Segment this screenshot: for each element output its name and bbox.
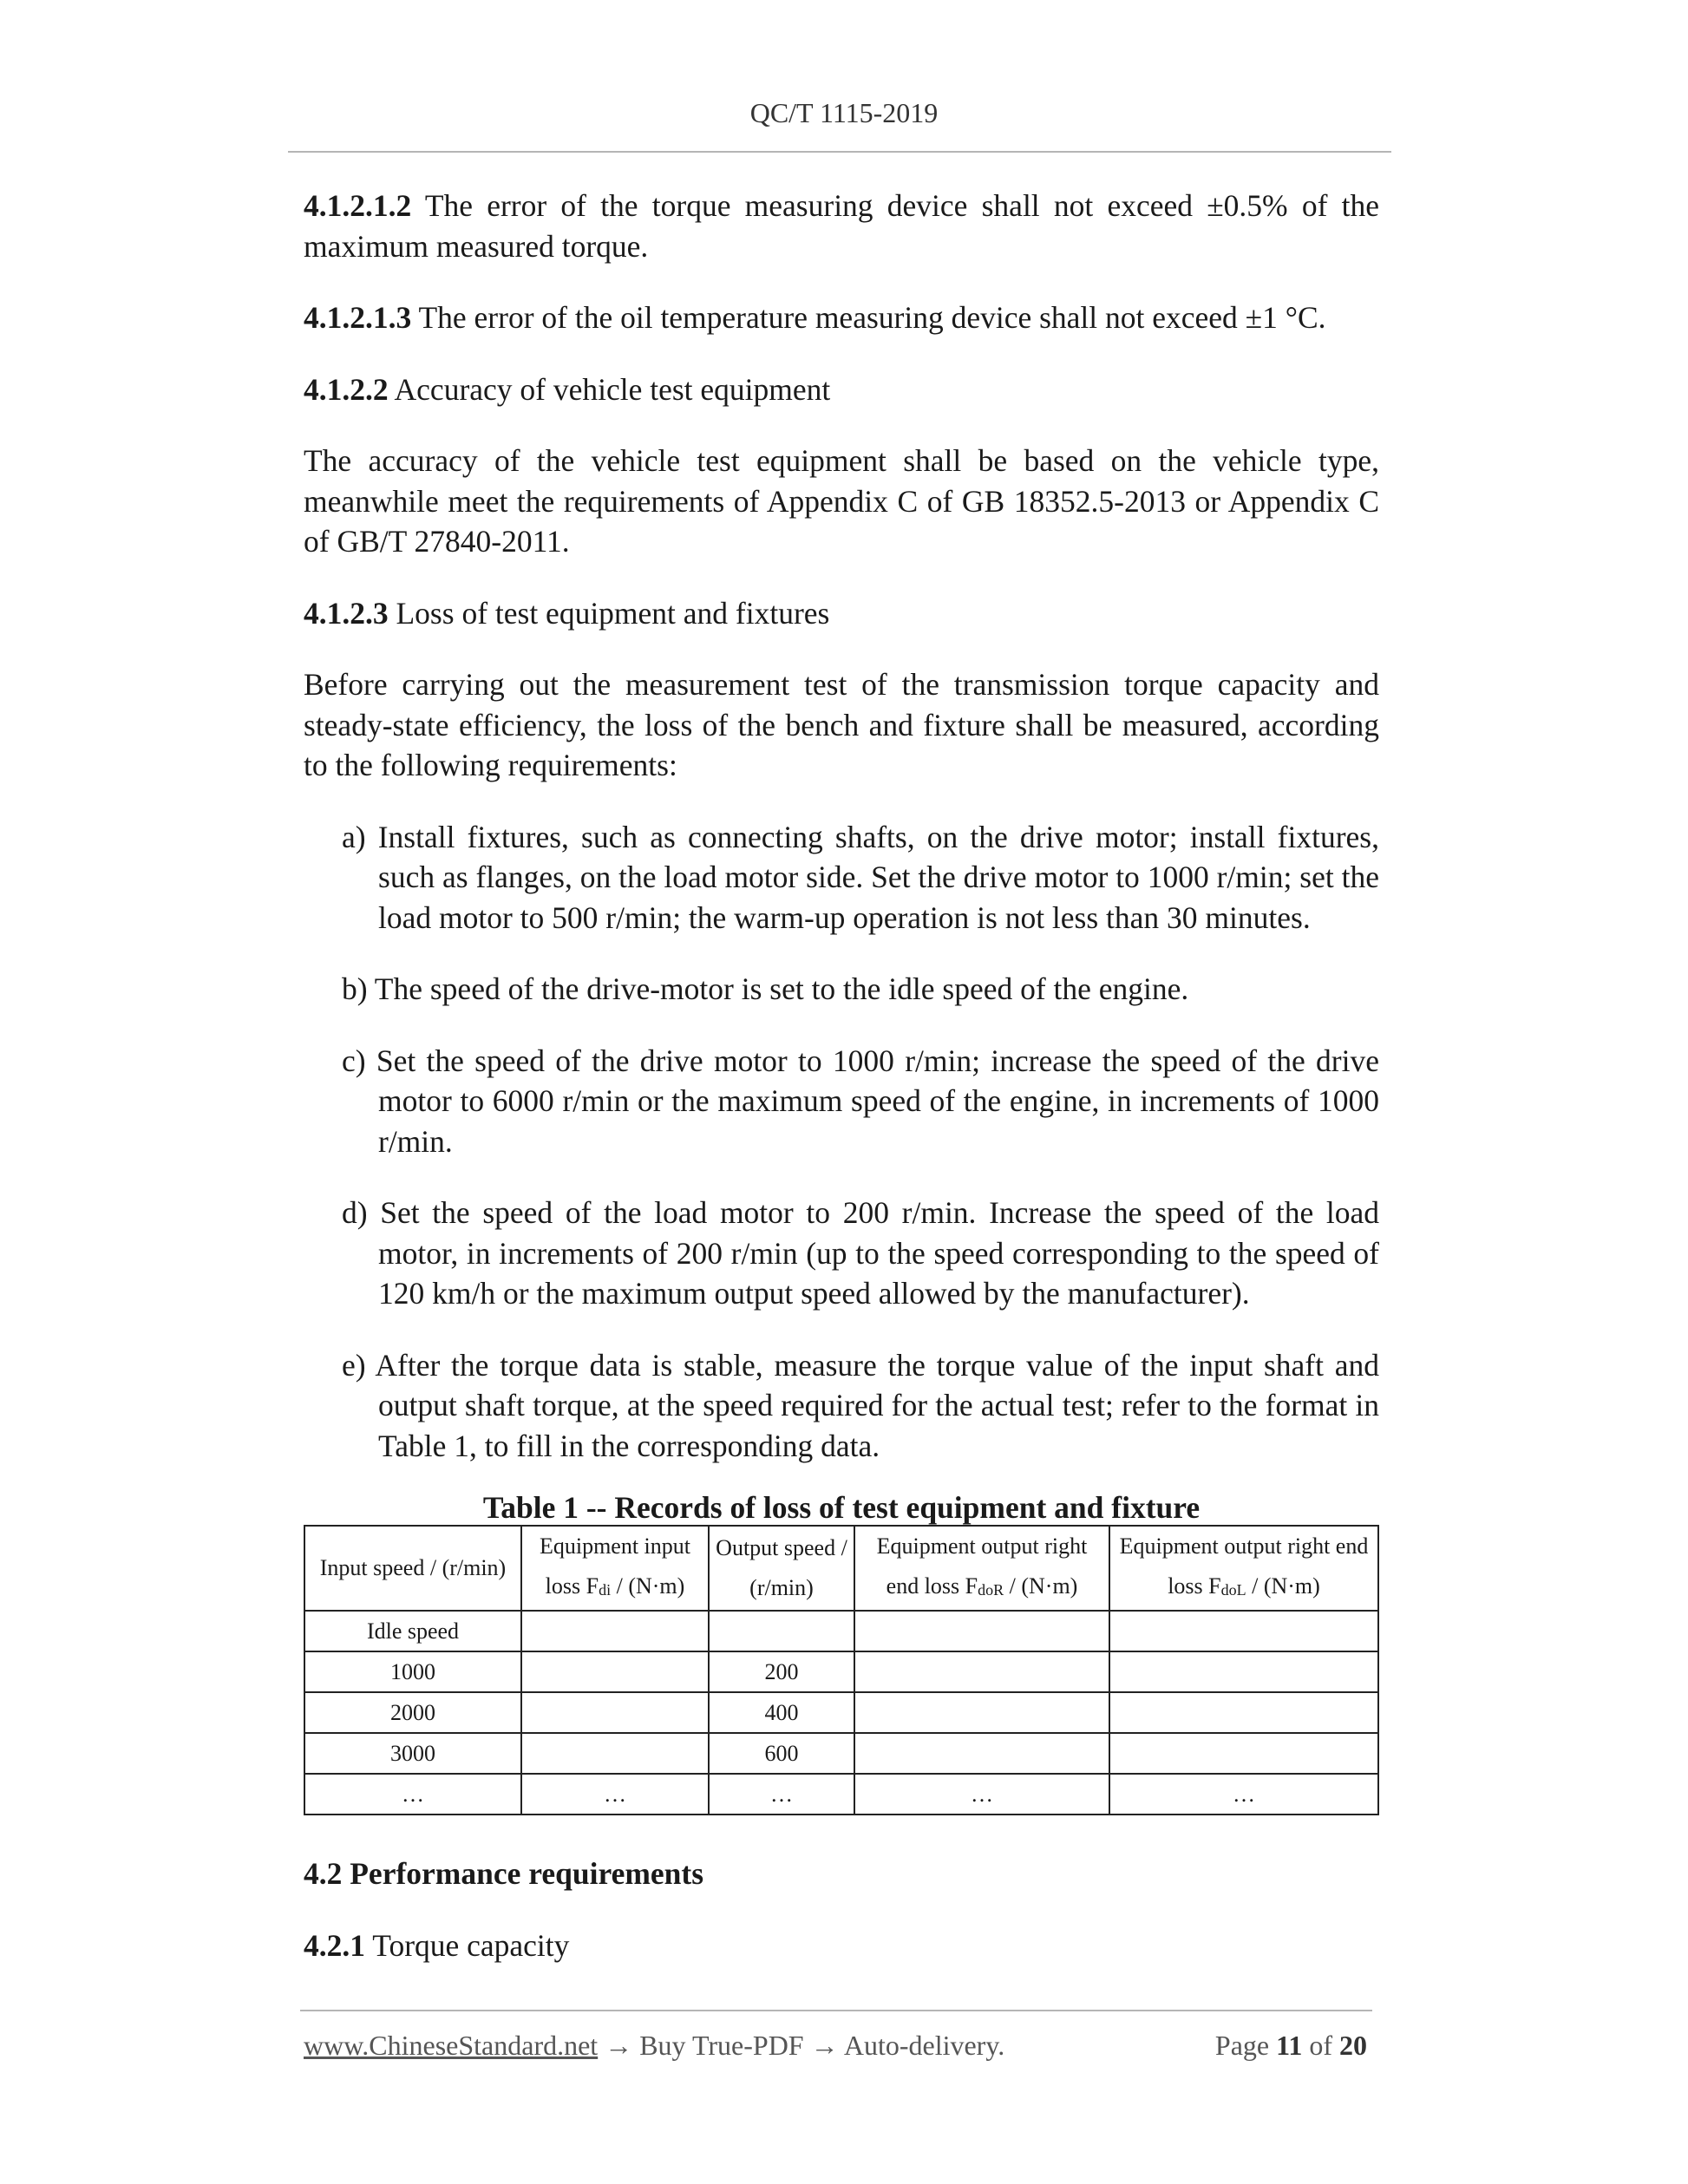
clause-number: 4.1.2.2: [304, 371, 389, 407]
clause-4-2-1: [304, 1926, 1379, 1966]
header-line: / (N·m): [611, 1573, 685, 1599]
header-line: end loss F: [886, 1573, 978, 1599]
clause-4-1-2-3-body: Before carrying out the measurement test of the transmission torque capacity and steady-state efficiency, the loss of the bench and fixture shall be measured, according to the following requirements:: [304, 667, 1379, 782]
header-line: loss F: [1168, 1573, 1221, 1599]
clause-4-1-2-2-body: The accuracy of the vehicle test equipment shall be based on the vehicle type, meanwhile meet the requirements of Appendix C of GB 18352.5-2013 or Appendix C of GB/T 27840-2011.: [304, 443, 1379, 559]
table-cell: [1109, 1733, 1378, 1774]
table-cell: [521, 1692, 709, 1733]
table-cell: [1109, 1651, 1378, 1692]
clause-4-1-2-2: [304, 369, 1379, 410]
table-cell: 600: [709, 1733, 854, 1774]
table-cell: Idle speed: [304, 1611, 521, 1651]
header-output-right-loss: [854, 1526, 1109, 1611]
clause-title: Loss of test equipment and fixtures: [388, 595, 830, 631]
table-cell: [854, 1692, 1109, 1733]
table-row: [304, 1692, 1378, 1733]
of-label: of: [1302, 2030, 1339, 2061]
page-number: 11: [1276, 2030, 1303, 2061]
clause-text: The error of the oil temperature measuring device shall not exceed ±1 °C.: [411, 300, 1326, 335]
table-row: [304, 1651, 1378, 1692]
clause-number: 4.1.2.1.3: [304, 300, 412, 335]
table-cell: …: [304, 1774, 521, 1815]
table-cell: …: [709, 1774, 854, 1815]
header-output-speed: [709, 1526, 854, 1611]
footer-promo: [304, 2030, 1004, 2062]
clause-4-1-2-1-3: [304, 298, 1379, 338]
table-cell: 1000: [304, 1651, 521, 1692]
subscript: di: [599, 1581, 612, 1599]
clause-4-1-2-3: [304, 593, 1379, 634]
list-item-d: d) Set the speed of the load motor to 200 r/min. Increase the speed of the load motor, in increments of 200 r/min (up to the speed corresponding to the speed of 120 km/h or the maximum output speed allowed by the manufacturer).: [342, 1195, 1379, 1311]
table-caption: Table 1 -- Records of loss of test equipment and fixture: [482, 1490, 1201, 1525]
clause-number: 4.1.2.1.2: [304, 188, 412, 223]
list-item-e: e) After the torque data is stable, measure the torque value of the input shaft and output shaft torque, at the speed required for the actual test; refer to the format in Table 1, to fill in the corresponding data.: [342, 1347, 1379, 1463]
section-4-2-heading: 4.2 Performance requirements: [304, 1856, 704, 1891]
table-cell: [521, 1733, 709, 1774]
header-equipment-input-loss: [521, 1526, 709, 1611]
header-divider: [288, 151, 1391, 153]
table-cell: [521, 1651, 709, 1692]
table-row: [304, 1774, 1378, 1815]
header-output-right-end-loss: [1109, 1526, 1378, 1611]
table-row: [304, 1611, 1378, 1651]
table-cell: …: [521, 1774, 709, 1815]
page-label: Page: [1214, 2030, 1277, 2061]
loss-records-table: [304, 1525, 1379, 1815]
header-line: / (N·m): [1246, 1573, 1320, 1599]
table-cell: [854, 1611, 1109, 1651]
footer-divider: [300, 2010, 1372, 2011]
header-line: Equipment output right end: [1119, 1533, 1369, 1559]
header-line: (r/min): [749, 1575, 814, 1600]
table-cell: 200: [709, 1651, 854, 1692]
page-content: [304, 186, 1379, 1965]
table-cell: [521, 1611, 709, 1651]
list-item-a: a) Install fixtures, such as connecting shafts, on the drive motor; install fixtures, such as flanges, on the load motor side. Set the drive motor to 1000 r/min; set the load motor to 500 r/min; the warm-up operation is not less than 30 minutes.: [342, 819, 1379, 935]
clause-number: 4.1.2.3: [304, 595, 389, 631]
table-cell: [1109, 1611, 1378, 1651]
header-line: / (N·m): [1004, 1573, 1078, 1599]
page-total: 20: [1339, 2030, 1367, 2061]
table-cell: 2000: [304, 1692, 521, 1733]
standard-code-header: QC/T 1115-2019: [749, 97, 939, 128]
subscript: doL: [1220, 1581, 1246, 1599]
site-link[interactable]: www.ChineseStandard.net: [304, 2030, 599, 2061]
table-cell: …: [1109, 1774, 1378, 1815]
header-line: Output speed /: [716, 1535, 847, 1560]
clause-title: Accuracy of vehicle test equipment: [388, 371, 831, 407]
table-row: [304, 1733, 1378, 1774]
table-cell: 3000: [304, 1733, 521, 1774]
clause-text: The error of the torque measuring device shall not exceed ±0.5% of the maximum measured torque.: [304, 188, 1379, 264]
table-cell: [854, 1733, 1109, 1774]
list-item-b: b) The speed of the drive-motor is set to the idle speed of the engine.: [342, 971, 1189, 1006]
list-item-c: c) Set the speed of the drive motor to 1000 r/min; increase the speed of the drive motor to 6000 r/min or the maximum speed of the engine, in increments of 1000 r/min.: [342, 1043, 1379, 1159]
page-indicator: [1215, 2030, 1367, 2062]
table-cell: [709, 1611, 854, 1651]
table-cell: …: [854, 1774, 1109, 1815]
table-cell: 400: [709, 1692, 854, 1733]
header-line: Equipment output right: [876, 1533, 1088, 1559]
clause-4-1-2-1-2: [304, 186, 1379, 266]
clause-number: 4.2.1: [304, 1927, 365, 1963]
table-cell: [1109, 1692, 1378, 1733]
footer-promo-text: → Buy True-PDF → Auto-delivery.: [598, 2030, 1005, 2061]
header-line: loss F: [545, 1573, 599, 1599]
table-header-row: [304, 1526, 1378, 1611]
subscript: doR: [978, 1581, 1004, 1599]
header-input-speed: Input speed / (r/min): [304, 1526, 521, 1611]
header-line: Equipment input: [539, 1533, 691, 1559]
table-cell: [854, 1651, 1109, 1692]
clause-title: Torque capacity: [365, 1927, 570, 1963]
